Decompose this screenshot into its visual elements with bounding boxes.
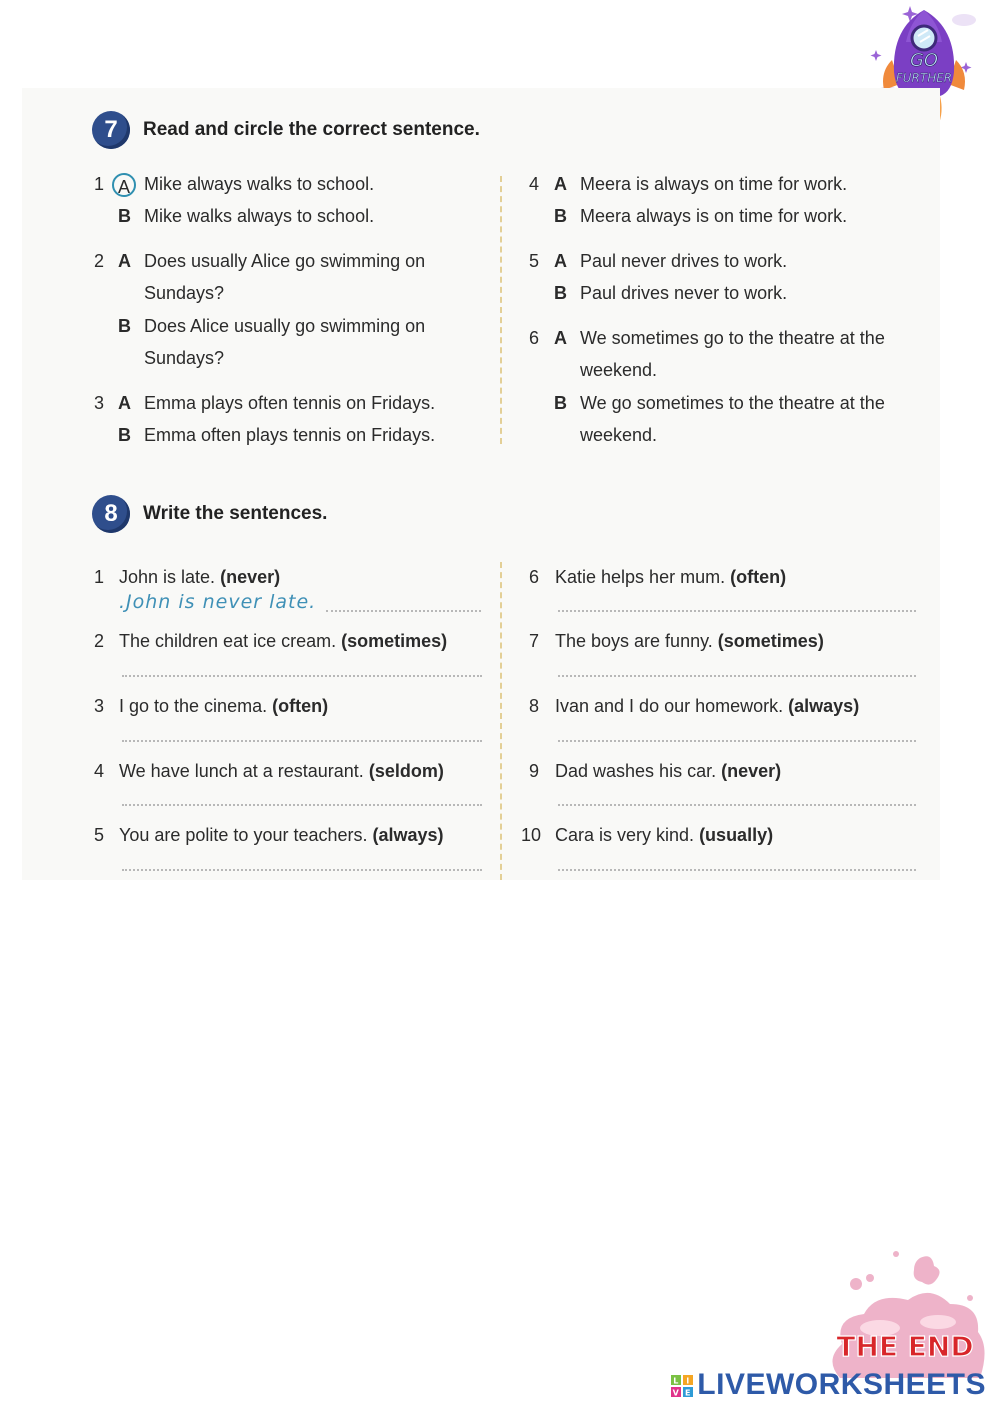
item-number: 4 <box>529 174 540 194</box>
prompt-sentence: Ivan and I do our homework. (always) <box>555 696 860 716</box>
option-a-label[interactable]: A <box>118 393 131 413</box>
item-number: 5 <box>529 251 540 271</box>
adverb-keyword: (always) <box>372 825 444 845</box>
item-number: 3 <box>94 696 105 716</box>
answer-text[interactable]: .John is never late. <box>119 591 317 613</box>
item-number: 9 <box>529 761 540 781</box>
option-a-label[interactable]: A <box>554 174 567 194</box>
liveworksheets-grid-icon <box>671 1375 693 1397</box>
prompt-sentence: You are polite to your teachers. (always) <box>119 825 444 845</box>
adverb-keyword: (sometimes) <box>717 631 824 651</box>
sentence-option[interactable]: Paul never drives to work. <box>580 251 788 271</box>
item-number: 1 <box>94 174 105 194</box>
option-a-label[interactable]: A <box>554 328 567 348</box>
adverb-keyword: (seldom) <box>368 761 444 781</box>
sentence-option[interactable]: Meera always is on time for work. <box>580 206 848 226</box>
option-b-label[interactable]: B <box>554 393 567 413</box>
sentence-option[interactable]: We go sometimes to the theatre at the <box>580 393 885 413</box>
answer-line[interactable] <box>326 610 481 612</box>
exercise-8-number: 8 <box>92 495 130 533</box>
answer-line[interactable] <box>558 740 916 742</box>
sentence-option[interactable]: Does Alice usually go swimming on <box>144 316 426 336</box>
adverb-keyword: (sometimes) <box>341 631 448 651</box>
item-number: 2 <box>94 631 105 651</box>
sentence-option[interactable]: Paul drives never to work. <box>580 283 788 303</box>
sentence-option-cont[interactable]: Sundays? <box>144 283 225 303</box>
item-number: 6 <box>529 328 540 348</box>
item-number: 4 <box>94 761 105 781</box>
liveworksheets-text: LIVEWORKSHEETS <box>697 1368 986 1401</box>
answer-line[interactable] <box>122 675 482 677</box>
answer-line[interactable] <box>122 740 482 742</box>
sentence-option-cont[interactable]: Sundays? <box>144 348 225 368</box>
option-a-circled[interactable]: A <box>112 173 136 197</box>
sentence-option[interactable]: Meera is always on time for work. <box>580 174 848 194</box>
item-number: 7 <box>529 631 540 651</box>
sentence-option-cont[interactable]: weekend. <box>580 360 658 380</box>
prompt-sentence: John is late. (never) <box>119 567 281 587</box>
option-a-label[interactable]: A <box>554 251 567 271</box>
prompt-sentence: Cara is very kind. (usually) <box>555 825 774 845</box>
prompt-sentence: We have lunch at a restaurant. (seldom) <box>119 761 444 781</box>
svg-text:E: E <box>685 1388 692 1398</box>
adverb-keyword: (often) <box>272 696 329 716</box>
option-a-label[interactable]: A <box>118 251 131 271</box>
exercise-8-title: Write the sentences. <box>143 503 328 524</box>
liveworksheets-logo[interactable] <box>671 1368 986 1402</box>
sentence-option-cont[interactable]: weekend. <box>580 425 658 445</box>
column-divider <box>500 562 502 880</box>
adverb-keyword: (always) <box>788 696 860 716</box>
prompt-sentence: I go to the cinema. (often) <box>119 696 329 716</box>
answer-line[interactable] <box>558 610 916 612</box>
sentence-option[interactable]: Mike walks always to school. <box>144 206 375 226</box>
item-number: 8 <box>529 696 540 716</box>
prompt-sentence: Katie helps her mum. (often) <box>555 567 787 587</box>
option-b-label[interactable]: B <box>554 206 567 226</box>
svg-text:V: V <box>672 1388 680 1398</box>
svg-text:FURTHER: FURTHER <box>895 71 953 85</box>
exercise-7-title: Read and circle the correct sentence. <box>143 119 480 140</box>
sentence-option[interactable]: Emma often plays tennis on Fridays. <box>144 425 436 445</box>
answer-line[interactable] <box>558 869 916 871</box>
svg-text:THE END: THE END <box>836 1330 974 1363</box>
item-number: 3 <box>94 393 105 413</box>
sentence-option[interactable]: We sometimes go to the theatre at the <box>580 328 885 348</box>
column-divider <box>500 176 502 444</box>
item-number: 5 <box>94 825 105 845</box>
adverb-keyword: (usually) <box>699 825 774 845</box>
exercise-7-number: 7 <box>92 111 130 149</box>
item-number: 1 <box>94 567 105 587</box>
item-number: 6 <box>529 567 540 587</box>
answer-line[interactable] <box>122 804 482 806</box>
adverb-keyword: (never) <box>721 761 782 781</box>
adverb-keyword: (never) <box>220 567 281 587</box>
svg-text:GO: GO <box>909 50 939 71</box>
sentence-option[interactable]: Mike always walks to school. <box>144 174 375 194</box>
svg-text:L: L <box>673 1376 680 1386</box>
answer-line[interactable] <box>558 675 916 677</box>
option-b-label[interactable]: B <box>118 425 131 445</box>
item-number: 2 <box>94 251 105 271</box>
answer-line[interactable] <box>558 804 916 806</box>
adverb-keyword: (often) <box>730 567 787 587</box>
option-b-label[interactable]: B <box>118 206 131 226</box>
svg-text:I: I <box>686 1376 691 1386</box>
sentence-option[interactable]: Does usually Alice go swimming on <box>144 251 426 271</box>
prompt-sentence: Dad washes his car. (never) <box>555 761 782 781</box>
answer-line[interactable] <box>122 869 482 871</box>
the-end-cloud-icon <box>820 1248 990 1380</box>
sentence-option[interactable]: Emma plays often tennis on Fridays. <box>144 393 436 413</box>
option-b-label[interactable]: B <box>554 283 567 303</box>
option-b-label[interactable]: B <box>118 316 131 336</box>
prompt-sentence: The boys are funny. (sometimes) <box>555 631 824 651</box>
item-number: 10 <box>521 825 542 845</box>
prompt-sentence: The children eat ice cream. (sometimes) <box>119 631 448 651</box>
